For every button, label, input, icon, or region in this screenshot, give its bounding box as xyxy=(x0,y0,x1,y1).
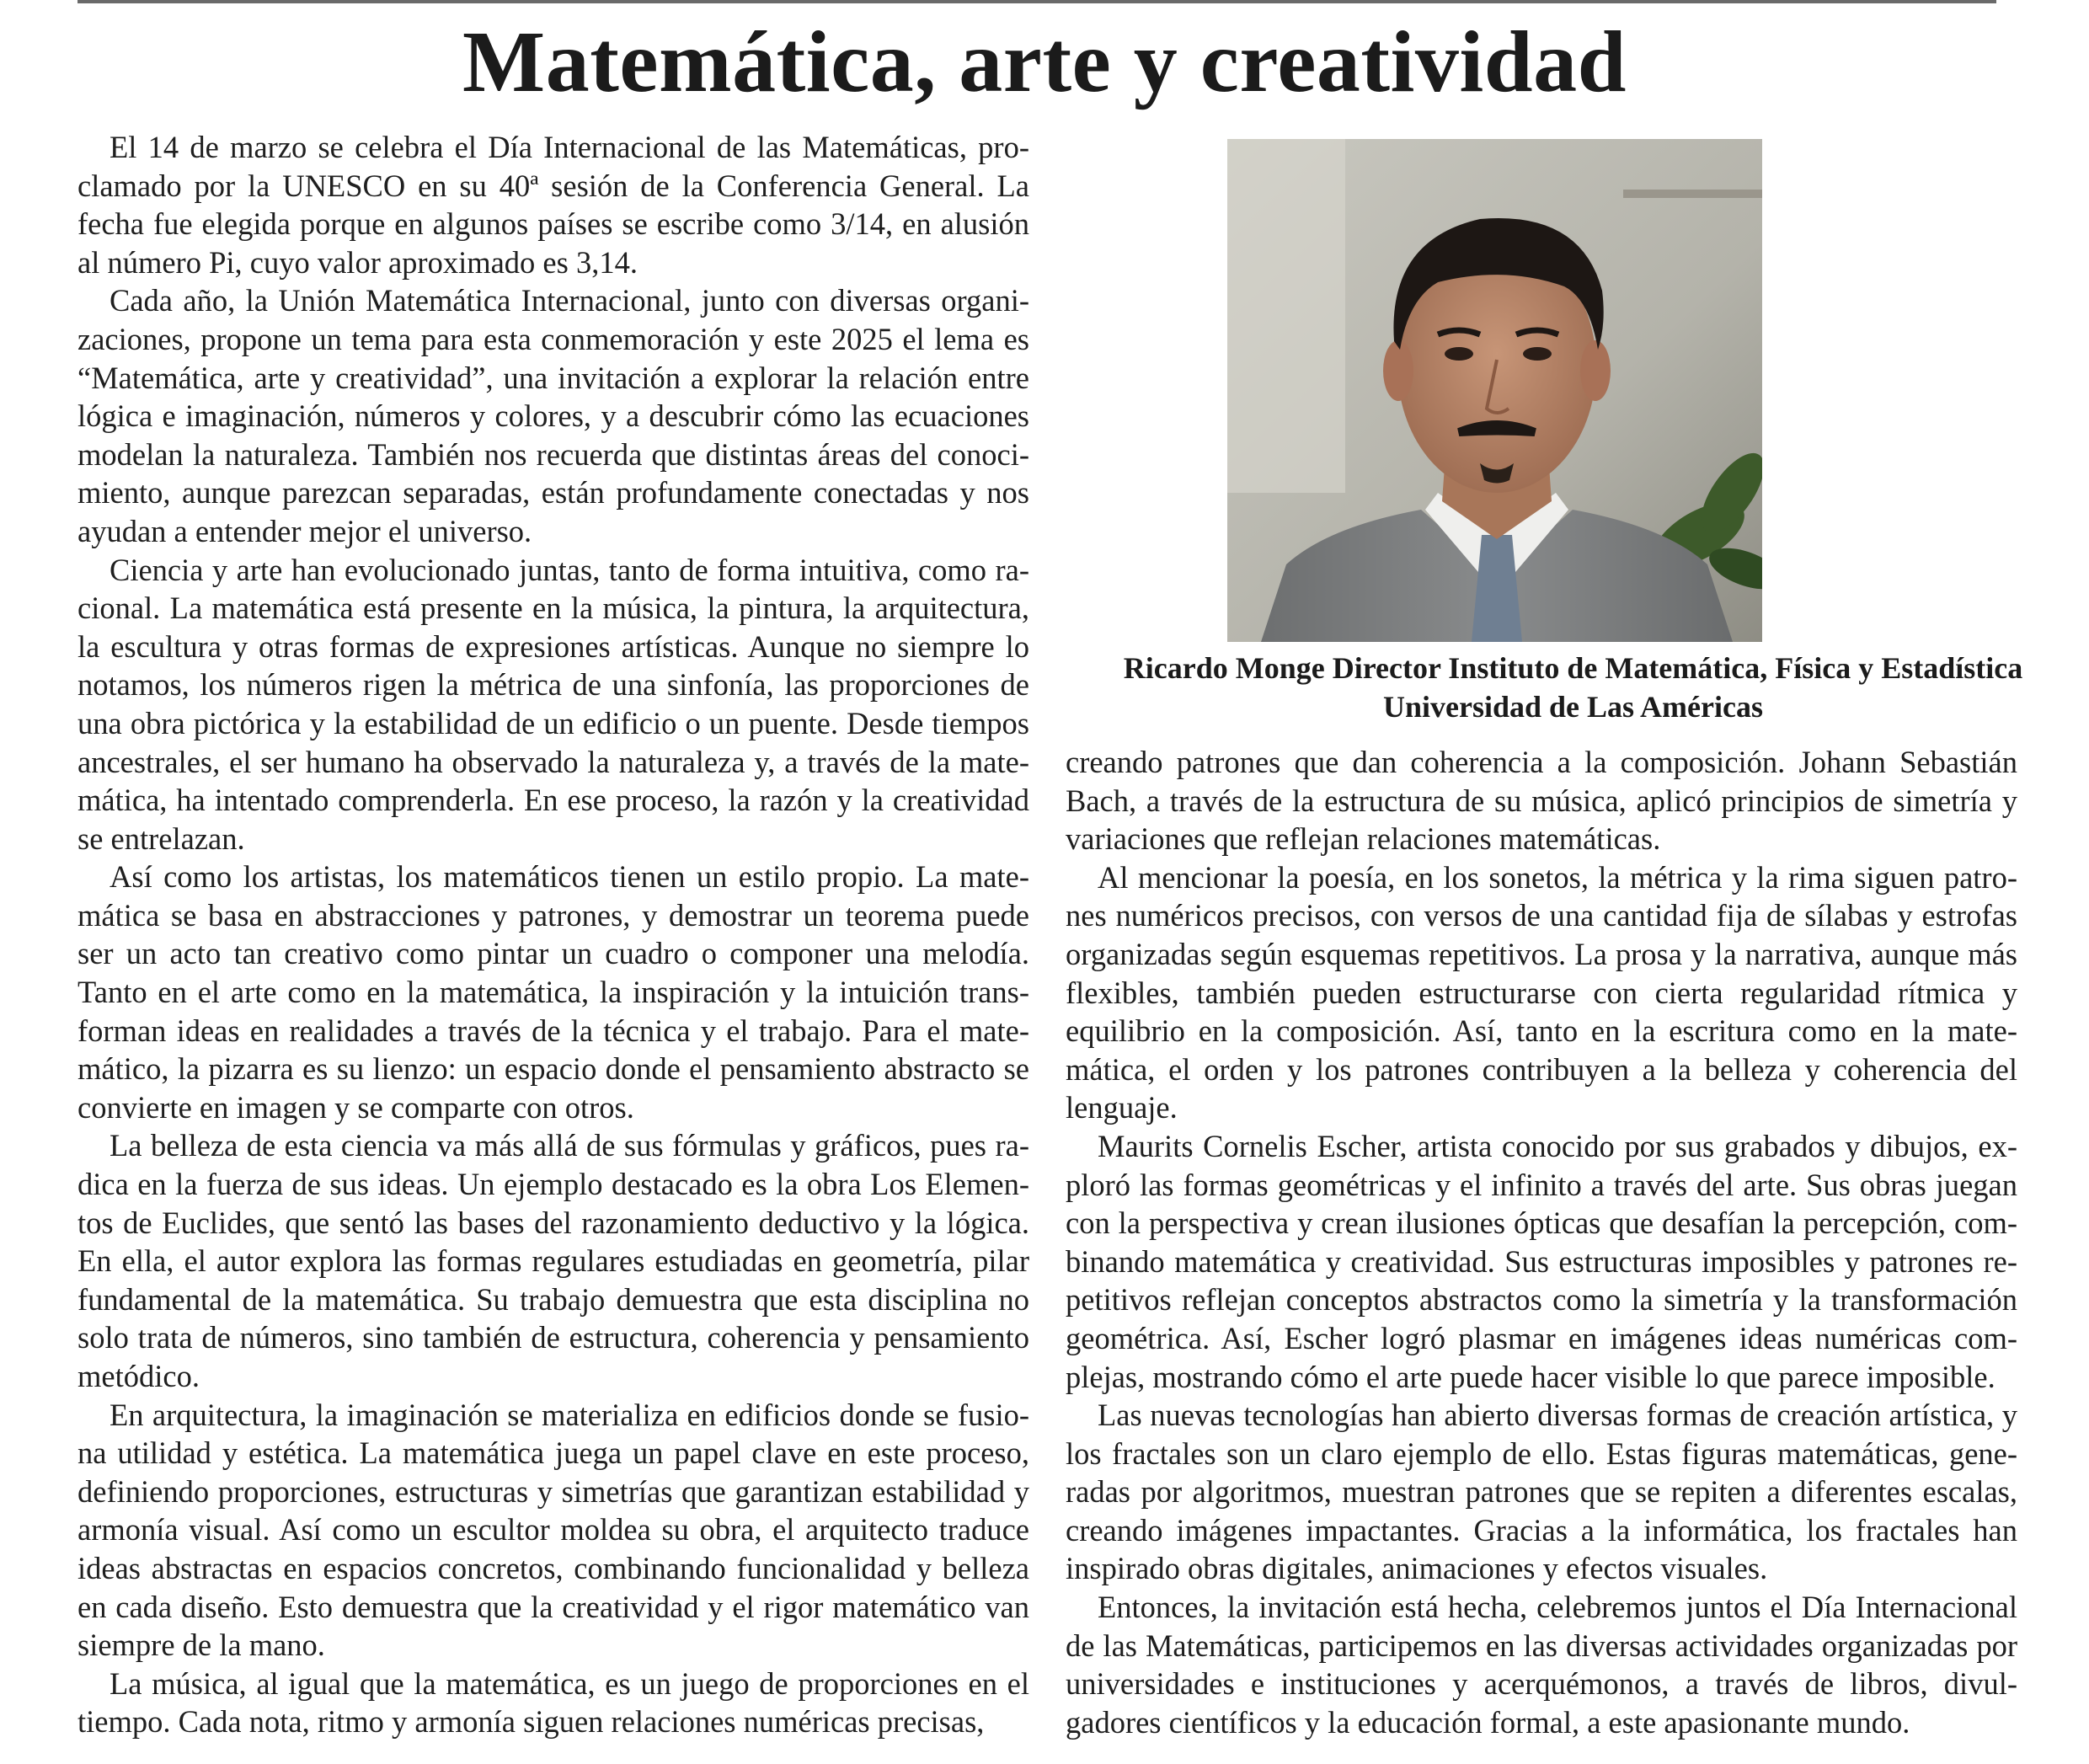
photo-caption: Ricardo Monge Director Instituto de Matemática, Física y Estadística Universidad de Las Américas xyxy=(1123,651,2023,724)
photo-shelf xyxy=(1623,190,1762,198)
right-column xyxy=(1066,743,2017,1741)
top-divider xyxy=(77,0,1996,3)
photo-window xyxy=(1227,139,1345,493)
paragraph: Cada año, la Unión Matemática Internacional, junto con diversas organizaciones, propone un tema para esta conmemoración y este 2025 el lema es “Matemática, arte y creatividad”, una invitación a explorar la relación entre lógica e imaginación, números y colores, y a descubrir cómo las ecuaciones modelan la naturaleza. También nos recuerda que distintas áreas del conocimiento, aunque parezcan separadas, están profundamente conectadas y nos ayudan a entender mejor el universo. xyxy=(77,283,1029,548)
paragraph: creando patrones que dan coherencia a la composición. Johann Sebastián Bach, a través de la estructura de su música, aplicó principios de simetría y variaciones que reflejan relaciones matemáticas. xyxy=(1066,745,2017,857)
paragraph: Maurits Cornelis Escher, artista conocido por sus grabados y dibujos, exploró las formas geométricas y el infinito a través del arte. Sus obras juegan con la perspectiva y crean ilusiones ópticas que desafían la percepción, combinando matemática y creatividad. Sus estructuras imposibles y patrones repetitivos reflejan conceptos abstractos como la simetría y la transformación geométrica. Así, Escher logró plasmar en imágenes ideas numéricas complejas, mostrando cómo el arte puede hacer visible lo que parece imposible. xyxy=(1066,1128,2017,1394)
paragraph: El 14 de marzo se celebra el Día Internacional de las Matemáticas, proclamado por la UNESCO en su 40ª sesión de la Conferencia General. La fecha fue elegida porque en algunos países se escribe como 3/14, en alusión al número Pi, cuyo valor aproximado es 3,14. xyxy=(77,130,1029,280)
moustache xyxy=(1459,425,1535,432)
paragraph: Así como los artistas, los matemáticos tienen un estilo propio. La matemática se basa en abstracciones y patrones, y demostrar un teorema puede ser un acto tan creativo como pintar un cuadro o componer una melodía. Tanto en el arte como en la matemática, la inspiración y la intuición transforman ideas en realidades a través de la técnica y el trabajo. Para el matemático, la pizarra es su lienzo: un espacio donde el pensamiento abstracto se convierte en imagen y se comparte con otros. xyxy=(77,859,1029,1125)
left-eye xyxy=(1445,347,1473,361)
left-column xyxy=(77,128,1029,1741)
paragraph: En arquitectura, la imaginación se materializa en edificios donde se fusiona utilidad y estética. La matemática juega un papel clave en este proceso, definiendo proporciones, estructuras y simetrías que garantizan estabilidad y armonía visual. Así como un escultor moldea su obra, el arquitecto traduce ideas abstractas en espacios concretos, combinando funcionalidad y belleza en cada diseño. Esto demuestra que la creatividad y el rigor matemático van siempre de la mano. xyxy=(77,1397,1029,1663)
portrait-photo-icon xyxy=(1227,139,1762,642)
right-eye xyxy=(1523,347,1552,361)
paragraph: Las nuevas tecnologías han abierto diversas formas de creación artística, y los fractales son un claro ejemplo de ello. Estas figuras matemáticas, generadas por algoritmos, muestran patrones que se repiten a diferentes escalas, creando imágenes impactantes. Gracias a la informática, los fractales han inspirado obras digitales, animaciones y efectos visuales. xyxy=(1066,1398,2017,1586)
left-ear xyxy=(1383,340,1413,401)
portrait-photo xyxy=(1227,139,1762,642)
right-ear xyxy=(1580,340,1611,401)
paragraph: La música, al igual que la matemática, es un juego de proporciones en el tiempo. Cada nota, ritmo y armonía siguen relaciones numéricas precisas, xyxy=(77,1665,1029,1740)
headline: Matemática, arte y creatividad xyxy=(462,13,1627,110)
paragraph: Ciencia y arte han evolucionado juntas, tanto de forma intuitiva, como racional. La matemática está presente en la música, la pintura, la arquitectura, la escultura y otras formas de expresiones artísticas. Aunque no siempre lo notamos, los números rigen la métrica de una sinfonía, las proporciones de una obra pictórica y la estabilidad de un edificio o un puente. Desde tiempos ancestrales, el ser humano ha observado la naturaleza y, a través de la matemática, ha intentado comprenderla. En ese proceso, la razón y la creatividad se entrelazan. xyxy=(77,552,1029,856)
paragraph: Al mencionar la poesía, en los sonetos, la métrica y la rima siguen patrones numéricos precisos, con versos de una cantidad fija de sílabas y estrofas organizadas según esquemas repetitivos. La prosa y la narrativa, aunque más flexibles, también pueden estructurarse con cierta regularidad rítmica y equilibrio en la composición. Así, tanto en la escritura como en la matemática, el orden y los patrones contribuyen a la belleza y coherencia del lenguaje. xyxy=(1066,859,2017,1125)
paragraph: La belleza de esta ciencia va más allá de sus fórmulas y gráficos, pues radica en la fuerza de sus ideas. Un ejemplo destacado es la obra Los Elementos de Euclides, que sentó las bases del razonamiento deductivo y la lógica. En ella, el autor explora las formas regulares estudiadas en geometría, pilar fundamental de la matemática. Su trabajo demuestra que esta disciplina no solo trata de números, sino también de estructura, coherencia y pensamiento metódico. xyxy=(77,1128,1029,1393)
paragraph: Entonces, la invitación está hecha, celebremos juntos el Día Internacional de las Matemáticas, participemos en las diversas actividades organizadas por universidades e instituciones y acerquémonos, a través de libros, divulgadores científicos y la educación formal, a este apasionante mundo. xyxy=(1066,1590,2017,1740)
